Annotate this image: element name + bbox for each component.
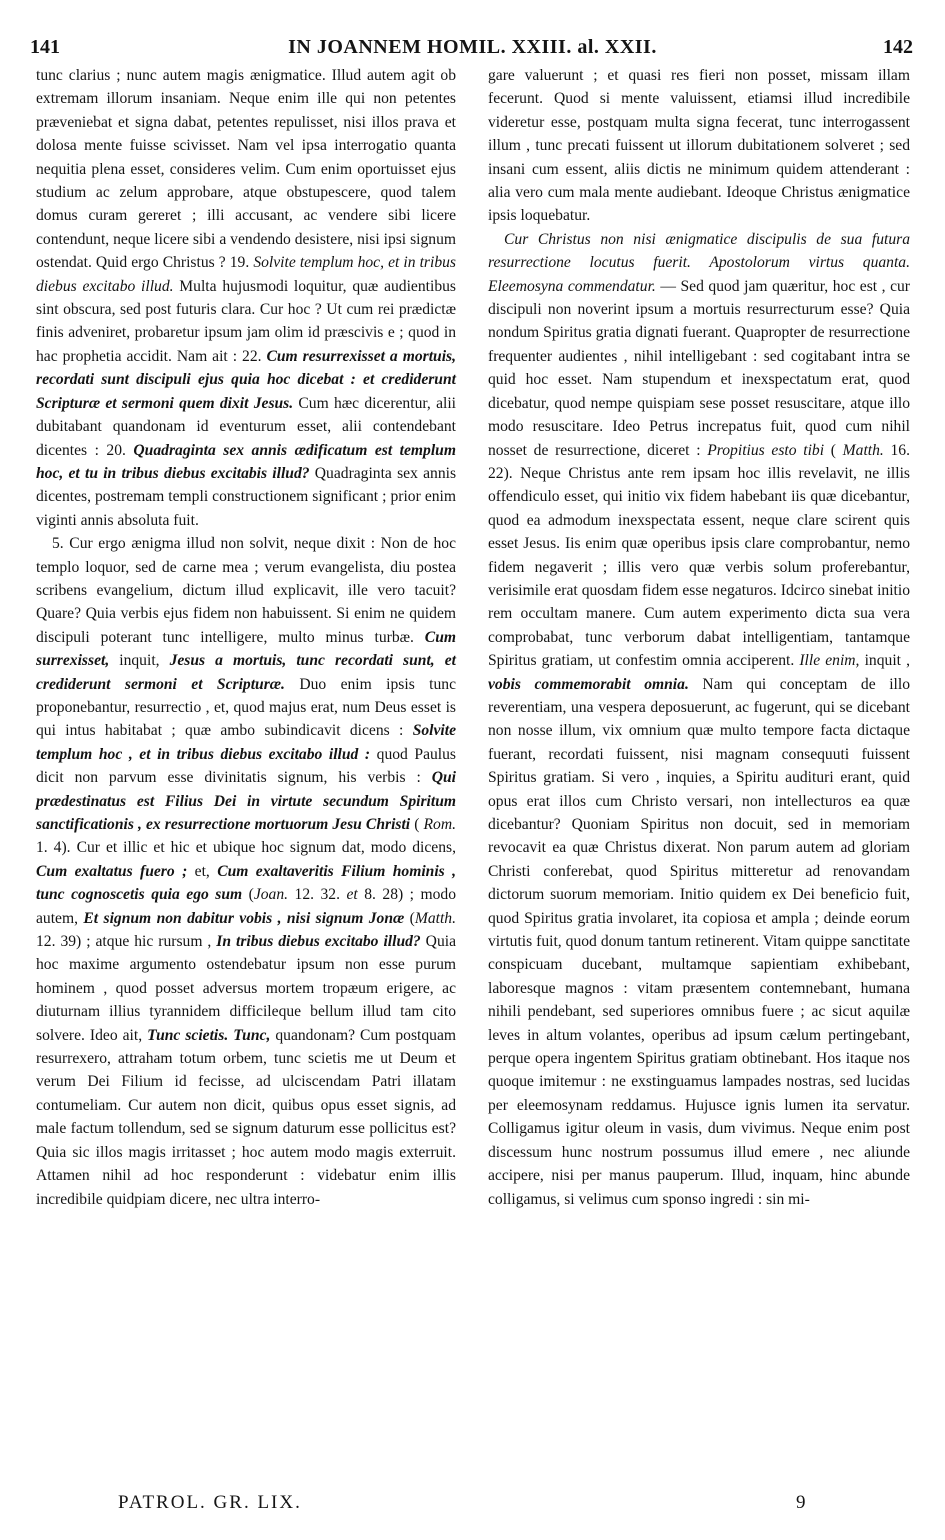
scripture-quote: Solvite templum hoc, et in tribus diebus excitabo illud. — [36, 254, 456, 295]
page-footer — [0, 1488, 945, 1518]
scripture-quote: Cum resurrexisset a mortuis, recordati sunt discipuli ejus quia hoc dicebat : et crediderunt Scripturæ et sermoni quem dixit Jesus. — [36, 347, 456, 412]
citation: Rom. — [423, 816, 456, 833]
scripture-quote: Cum exaltaveritis Filium hominis , tunc cognoscetis quia ego sum — [36, 862, 457, 904]
scripture-quote: Cum exaltatus fuero ; — [36, 862, 188, 880]
citation: Matth. — [842, 441, 884, 459]
scripture-quote: Jesus a mortuis, tunc recordati sunt, et crediderunt sermoni et Scripturæ. — [36, 652, 456, 693]
scripture-quote: Et signum non dabitur vobis , nisi signum Jonæ — [83, 909, 405, 927]
left-paragraph-1: tunc clarius ; nunc autem magis ænigmatice. Illud autem agit ob extremam illorum insaniam. Neque enim ille qui non petentes præveniebat et signa dabat, petentes repulisset, nisi illos prava et dolosa mente fuisse scivisset. Nam vel ipsa interrogatio quanta nequitia plena esset, consideres velim. Cum enim oportuisset ejus studium ac zelum approbare, atque obstupescere, quod talem domus curam gereret ; illi accusant, ac vendere sibi licere contendunt, neque licere sibi a vendendo desistere, nisi ipsi signum ostendat. Quid ergo Christus ? 19. Solvite templum hoc, et in tribus diebus excitabo illud. Multa hujusmodi loquitur, quæ audientibus sint obscura, sed post futuris clara. Cur hoc ? Ut cum rei prædictæ finis adveniret, probaretur ipsum jam olim id præscivis e ; quod in hac prophetia accidit. Nam ait : 22. Cum resurrexisset a mortuis, recordati sunt discipuli ejus quia hoc dicebat : et crediderunt Scripturæ et sermoni quem dixit Jesus. Cum hæc dicerentur, alii dubitabant quandonam id eventurum esset, alii contendebant dicentes : 20. Quadraginta sex annis ædificatum est templum hoc, et tu in tribus diebus excitabis illud? Quadraginta sex annis dicentes, postremam templi constructionem significant ; prior enim viginti annis absoluta fuit. — [36, 67, 457, 529]
scripture-quote: In tribus diebus excitabo illud? — [216, 933, 421, 951]
left-paragraph-2: 5. Cur ergo ænigma illud non solvit, neque dixit : Non de hoc templo loquor, sed de carne mea ; verum evangelista, diu postea scribens evangelium, dictum illud explicavit, ille vero tacuit? Quare? Quia verbis ejus fidem non habuissent. Si enim ne quidem discipuli poterant tunc intelligere, multo minus turbæ. Cum surrexisset, inquit, Jesus a mortuis, tunc recordati sunt, et crediderunt sermoni et Scripturæ. Duo enim ipsis tunc proponebantur, resurrectio , et, quod majus erat, num Deus esset is qui intus habitabat ; quæ ambo subindicavit dicens : Solvite templum hoc , et in tribus diebus excitabo illud : quod Paulus dicit non parvum esse divinitatis signum, his verbis : Qui prædestinatus est Filius Dei in virtute secundum Spiritum sanctificationis , ex resurrectione mortuorum Jesu Christi ( Rom. 1. 4). Cur et illic et hic et ubique hoc signum dat, modo dicens, Cum exaltatus fuero ; et, Cum exaltaveritis Filium hominis , tunc cognoscetis quia ego sum (Joan. 12. 32. et 8. 28) ; modo autem, Et signum non dabitur vobis , nisi signum Jonæ (Matth. 12. 39) ; atque hic rursum , In tribus diebus excitabo illud? Quia hoc maxime argumento ostendebatur ipsum non esse purum hominem , quod posset adversus mortem tropæum erigere, ac diuturnam illius tyrannidem difficileque bellum illud tam cito solvere. Ideo ait, Tunc scietis. Tunc, quandonam? Cum postquam resurrexero, attraham totum orbem, tunc scietis me ut Deum et verum Dei Filium id fecisse, ad ulciscendam Patri illatam contumeliam. Cur autem non dicit, quibus opus esset signis, ad male factum tollendum, sed se signum daturum esse pollicitus est? Quia sic illos magis irritasset ; hoc autem modo magis exterruit. Attamen nihil ad hoc responderunt : videbatur enim illis incredibile quidpiam dicere, nec ultra interro- — [36, 535, 457, 1208]
scripture-quote: Propitius esto tibi — [707, 441, 825, 459]
citation: et — [346, 886, 358, 904]
scripture-quote: Quadraginta sex annis ædificatum est templum hoc, et tu in tribus diebus excitabis illud? — [36, 441, 456, 482]
scripture-quote: Cum surrexisset, — [36, 628, 456, 670]
right-column — [488, 64, 910, 1211]
citation: Matth. — [414, 909, 457, 927]
signature-mark: PATROL. GR. LIX. — [118, 1492, 302, 1513]
page-number-right: 142 — [883, 36, 913, 58]
running-head — [0, 34, 945, 60]
scripture-quote: Qui prædestinatus est Filius Dei in virtute secundum Spiritum sanctificationis , ex resurrectione mortuorum Jesu Christi — [36, 769, 456, 833]
running-title: IN JOANNEM HOMIL. XXIII. al. XXII. — [288, 36, 657, 58]
citation: Joan. — [253, 886, 289, 904]
right-paragraph-1: gare valuerunt ; et quasi res fieri non posset, missam illam fecerunt. Quod si mente valuissent, etiamsi illud incredibile videretur esse, postquam multa signa fecerat, tunc interrogassent illum , tunc precati fuissent ut illorum dubitationem solveret ; sed insani cum essent, aliis dictis ne minimum quidem attenderant : alia vero cum mala mente audiebant. Ideoque Christus ænigmatice ipsis loquebatur. — [488, 67, 910, 225]
scripture-quote: vobis commemorabit omnia. — [488, 675, 689, 693]
page-number-left: 141 — [30, 36, 60, 58]
left-column — [36, 64, 456, 1211]
section-summary: Cur Christus non nisi ænigmatice discipulis de sua futura resurrectione locutus fuerit. Apostolorum virtus quanta. Eleemosyna commendatur. — [488, 230, 910, 295]
scripture-quote: Tunc scietis. Tunc, — [147, 1026, 271, 1044]
sheet-number: 9 — [796, 1492, 806, 1513]
scripture-quote: Ille enim, — [799, 652, 860, 670]
right-paragraph-2: Cur Christus non nisi ænigmatice discipulis de sua futura resurrectione locutus fuerit. Apostolorum virtus quanta. Eleemosyna commendatur. — Sed quod jam quæritur, hoc est , cur discipuli non noverint ipsum a mortuis resurrecturum esse? Quia nondum Spiritus gratia dignati fuerant. Quapropter de resurrectione frequenter audientes , nihil intelligebant : sed cogitabant intra se quid hoc esset. Nam stupendum et inexspectatum erat, quod dicebatur, quod nempe quispiam sese posset resuscitare, atque illo modo resuscitare. Ideo Petrus increpatus fuit, quod cum nihil nosset de resurrectione, diceret : Propitius esto tibi ( Matth. 16. 22). Neque Christus ante rem ipsam hoc illis revelavit, ne illis offendiculo esset, qui initio vix fidem habebant iis quæ dicebantur, quod ea admodum inexspectata essent, neque clare scirent quis esset Jesus. Iis enim quæ operibus ipsis clare comprobantur, nemo fidem negaverit ; illis vero quæ verbis solum proferebantur, verisimile erat quosdam fidem esse negaturos. Idcirco sinebat initio rem occultam manere. Cum autem experimento dicta sua vera comprobabat, tunc verborum dabat intelligentiam, tantamque Spiritus gratiam, ut confestim omnia acciperent. Ille enim, inquit , vobis commemorabit omnia. Nam qui conceptam de illo reverentiam, una vespera deposuerunt, ac fugerunt, qui se dicebant non nosse illum, vix omnium quæ multo tempore facta dictaque fuerant, recordati fuissent, nisi magnam consequuti fuissent Spiritus gratiam. Si vero , inquies, a Spiritu audituri erant, quid opus erat illos cum Christo versari, non intellecturos ea quæ dicebantur? Quoniam Spiritus non docuit, sed in memoriam revocavit ea quæ Christus dixerat. Non parum autem ad gloriam Christi conferebat, quod Spiritus mitteretur ad renovandam dictorum suorum memoriam. Initio quidem ex Dei beneficio fuit, quod Spiritus gratia involaret, ita copiosa et ampla ; deinde eorum virtutis fuit, quod donum tantum retinerent. Vitam quippe sanctitate conspicuam ducebant, multamque sapientiam exhibebant, laboresque magnos : vitam præsentem contemnebant, humana nihili pendebant, sed superiores omnibus fuere ; ac sicut aquilæ leves in altum volantes, operibus ad ipsum cælum pertingebant, perque opera ingentem Spiritus gratiam obtinebant. Hos itaque nos quoque imitemur : ne exstinguamus lampades nostras, sed lucidas per eleemosynam reddamus. Hujusce ignis lumen ita servatur. Colligamus igitur oleum in vasis, dum vivimus. Neque enim post discessum hunc nostrum possumus illud emere , nec aliunde accipere, nisi per manus pauperum. Illud, inquam, hinc abunde colligamus, si velimus cum sponso ingredi : sin mi- — [488, 230, 911, 1208]
scripture-quote: Solvite templum hoc , et in tribus diebus excitabo illud : — [36, 722, 456, 763]
